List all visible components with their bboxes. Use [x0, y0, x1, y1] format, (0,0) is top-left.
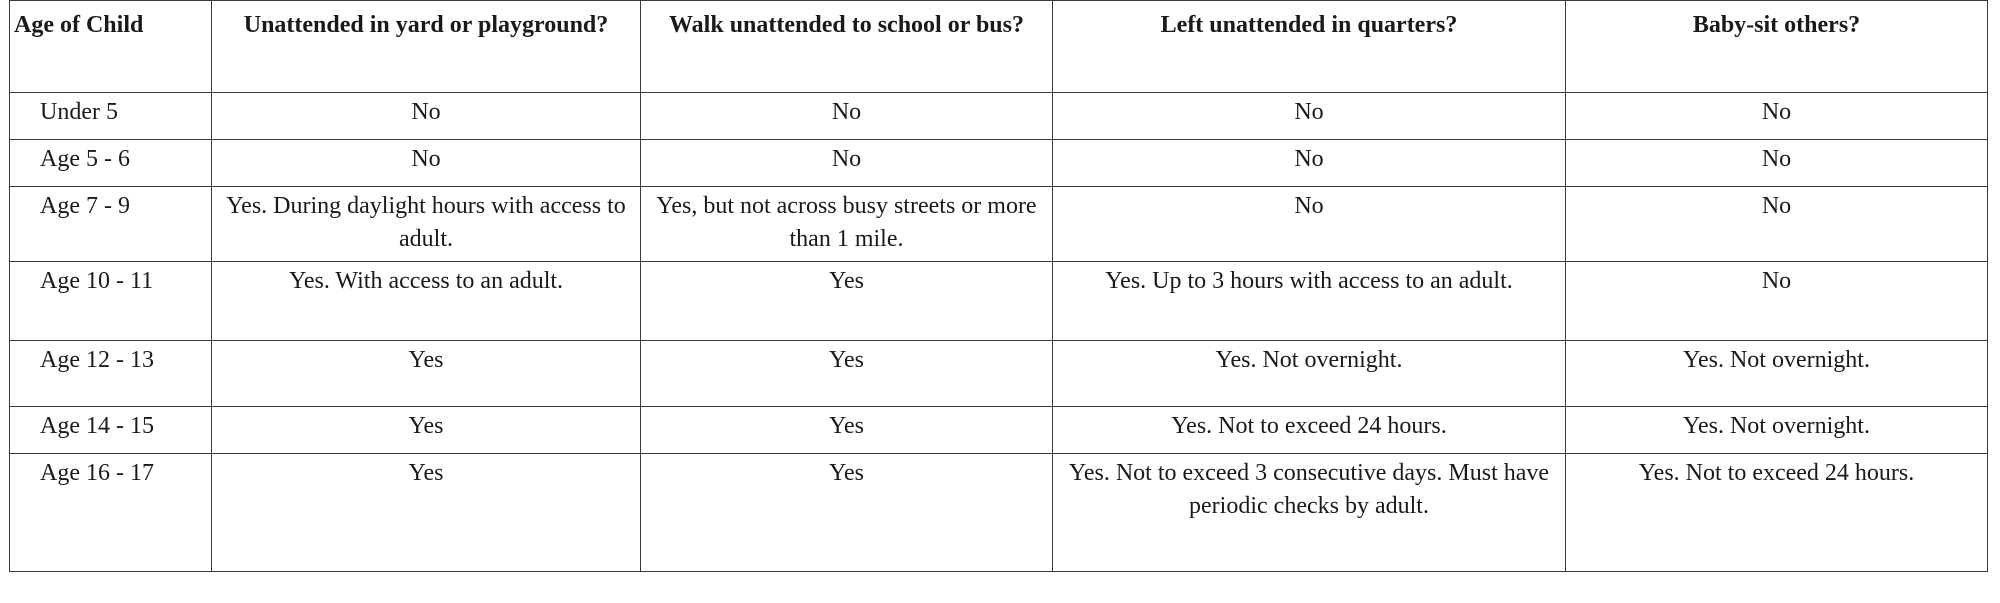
babysit-cell: Yes. Not to exceed 24 hours. — [1566, 454, 1988, 572]
yard-cell: Yes. During daylight hours with access to adult. — [212, 187, 641, 262]
walk-cell: Yes — [641, 407, 1053, 454]
babysit-cell: Yes. Not overnight. — [1566, 407, 1988, 454]
table-row — [10, 93, 1988, 140]
quarters-cell: Yes. Up to 3 hours with access to an adult. — [1053, 262, 1566, 341]
header-left-in-quarters: Left unattended in quarters? — [1053, 1, 1566, 93]
yard-cell: Yes — [212, 454, 641, 572]
yard-cell: No — [212, 93, 641, 140]
babysit-cell: No — [1566, 140, 1988, 187]
babysit-cell: Yes. Not overnight. — [1566, 341, 1988, 407]
header-unattended-yard: Unattended in yard or playground? — [212, 1, 641, 93]
age-cell: Age 16 - 17 — [10, 454, 212, 572]
quarters-cell: No — [1053, 187, 1566, 262]
table-row — [10, 262, 1988, 341]
walk-cell: Yes — [641, 454, 1053, 572]
walk-cell: No — [641, 93, 1053, 140]
header-row — [10, 1, 1988, 93]
yard-cell: No — [212, 140, 641, 187]
yard-cell: Yes — [212, 341, 641, 407]
table-row — [10, 140, 1988, 187]
babysit-cell: No — [1566, 187, 1988, 262]
walk-cell: Yes — [641, 341, 1053, 407]
age-cell: Age 5 - 6 — [10, 140, 212, 187]
walk-cell: No — [641, 140, 1053, 187]
quarters-cell: Yes. Not overnight. — [1053, 341, 1566, 407]
yard-cell: Yes — [212, 407, 641, 454]
babysit-cell: No — [1566, 93, 1988, 140]
quarters-cell: No — [1053, 140, 1566, 187]
supervision-guidelines-table — [9, 0, 1988, 572]
age-cell: Age 12 - 13 — [10, 341, 212, 407]
age-cell: Age 10 - 11 — [10, 262, 212, 341]
yard-cell: Yes. With access to an adult. — [212, 262, 641, 341]
babysit-cell: No — [1566, 262, 1988, 341]
table-row — [10, 454, 1988, 572]
walk-cell: Yes, but not across busy streets or more than 1 mile. — [641, 187, 1053, 262]
header-baby-sit: Baby-sit others? — [1566, 1, 1988, 93]
table-row — [10, 187, 1988, 262]
table-row — [10, 341, 1988, 407]
header-walk-unattended: Walk unattended to school or bus? — [641, 1, 1053, 93]
age-cell: Age 7 - 9 — [10, 187, 212, 262]
age-cell: Under 5 — [10, 93, 212, 140]
quarters-cell: No — [1053, 93, 1566, 140]
age-cell: Age 14 - 15 — [10, 407, 212, 454]
walk-cell: Yes — [641, 262, 1053, 341]
quarters-cell: Yes. Not to exceed 24 hours. — [1053, 407, 1566, 454]
table-row — [10, 407, 1988, 454]
header-age-of-child: Age of Child — [10, 1, 212, 93]
quarters-cell: Yes. Not to exceed 3 consecutive days. Must have periodic checks by adult. — [1053, 454, 1566, 572]
